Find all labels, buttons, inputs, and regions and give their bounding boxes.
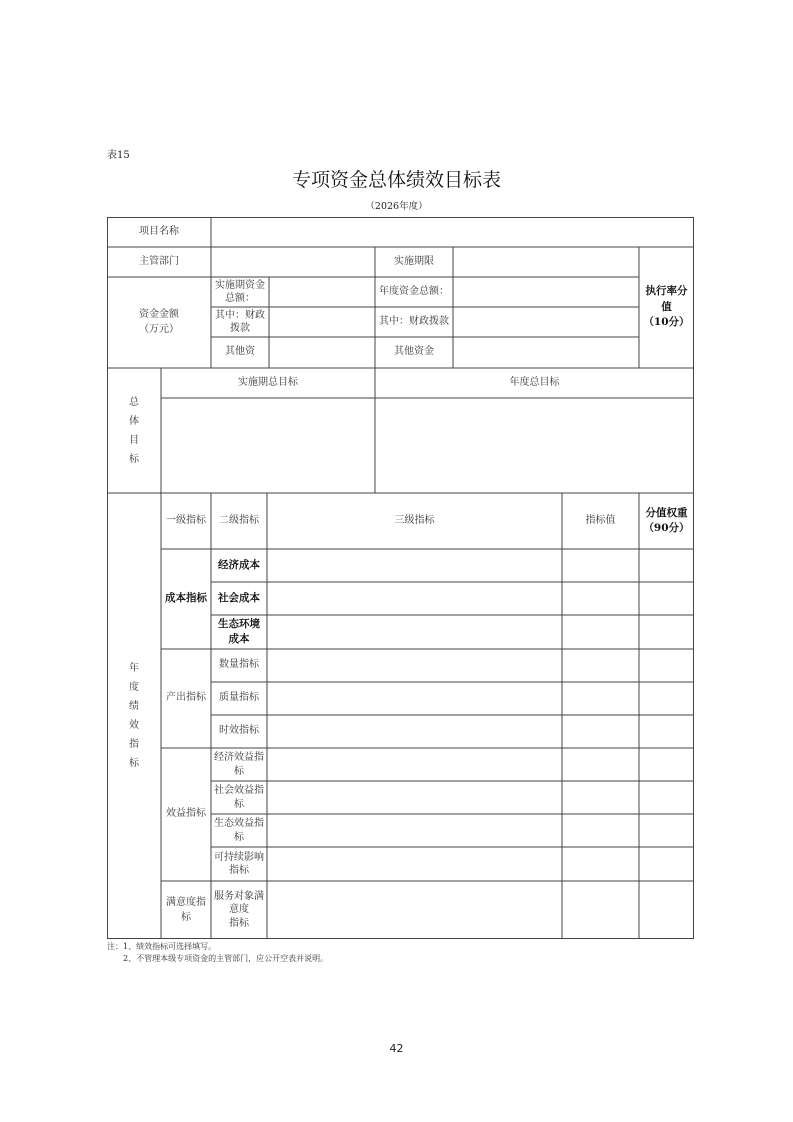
- side-char: 度: [129, 682, 139, 693]
- side-char: 标: [129, 453, 139, 465]
- dept-field[interactable]: [211, 247, 375, 277]
- table-label: 表15: [107, 150, 130, 161]
- col-value-header: 指标值: [585, 514, 616, 526]
- col-level3-header: 三级指标: [394, 514, 435, 526]
- annual-total-field[interactable]: [453, 277, 639, 307]
- period-total-label: 实施期资金 总额：: [215, 280, 265, 304]
- group-output-label: 产出指标: [166, 692, 206, 704]
- project-name-label: 项目名称: [139, 225, 179, 237]
- period-fiscal-field[interactable]: [269, 307, 375, 337]
- annual-fiscal-label: 其中：财政拨款: [379, 315, 449, 327]
- footnote: 注：1、绩效指标可选择填写。: [107, 942, 217, 951]
- period-field[interactable]: [453, 247, 639, 277]
- item-social-cost: 社会成本: [218, 591, 260, 604]
- overall-goal-side-label: [107, 368, 161, 493]
- document-title: 专项资金总体绩效目标表: [291, 169, 501, 191]
- item-timeliness: 时效指标: [219, 725, 259, 737]
- footnotes: [107, 941, 328, 966]
- side-char: 年: [129, 663, 139, 674]
- col-level2-header: 二级指标: [219, 514, 259, 526]
- footnote: 2、不管理本级专项资金的主管部门，应公开空表并说明。: [123, 954, 329, 964]
- group-satisfaction-label: 满意度指 标: [166, 897, 206, 923]
- side-char: 体: [129, 415, 139, 427]
- period-goal-field[interactable]: [161, 398, 375, 493]
- period-total-field[interactable]: [269, 277, 375, 307]
- item-economic-benefit: 经济效益指 标: [214, 752, 264, 777]
- period-goal-header: 实施期总目标: [238, 376, 298, 388]
- item-eco-cost: 生态环境 成本: [218, 618, 260, 645]
- annual-fiscal-field[interactable]: [453, 307, 639, 337]
- group-benefit-label: 效益指标: [166, 808, 206, 820]
- period-fiscal-label: 其中：财政 拨款: [215, 310, 265, 334]
- item-satisfaction: 服务对象满 意度 指标: [214, 890, 264, 929]
- period-other-label: 其他资: [225, 346, 255, 358]
- annual-other-field[interactable]: [453, 337, 639, 368]
- dept-label: 主管部门: [139, 255, 179, 267]
- group-cost-label: 成本指标: [165, 592, 207, 605]
- side-char: 绩: [129, 701, 139, 712]
- annual-other-label: 其他资金: [394, 346, 434, 358]
- side-char: 指: [129, 739, 139, 750]
- item-quality: 质量指标: [219, 692, 259, 704]
- item-sustainability: 可持续影响 指标: [214, 851, 264, 876]
- item-quantity: 数量指标: [219, 659, 259, 671]
- period-other-field[interactable]: [269, 337, 375, 368]
- exec-rate-score: 执行率分 值 （10分）: [643, 284, 690, 329]
- document-year: （2026年度）: [365, 201, 428, 212]
- side-char: 总: [129, 396, 139, 408]
- item-eco-benefit: 生态效益指 标: [214, 818, 264, 843]
- side-char: 效: [129, 720, 139, 731]
- period-label: 实施期限: [394, 255, 434, 267]
- project-name-field[interactable]: [211, 217, 694, 247]
- page-number: 42: [389, 1042, 404, 1055]
- performance-goal-table: [107, 217, 694, 939]
- item-social-benefit: 社会效益指 标: [214, 785, 264, 810]
- col-level1-header: 一级指标: [166, 514, 206, 526]
- side-char: 标: [129, 758, 139, 769]
- item-economic-cost: 经济成本: [218, 558, 260, 571]
- annual-indicators-side-label: [107, 493, 161, 939]
- annual-total-label: 年度资金总额：: [379, 285, 449, 297]
- annual-goal-field[interactable]: [375, 398, 694, 493]
- side-char: 目: [129, 434, 139, 446]
- annual-goal-header: 年度总目标: [509, 376, 560, 388]
- col-weight-header: 分值权重 （90分）: [643, 506, 690, 534]
- funds-label: 资金金额 （万元）: [139, 309, 179, 335]
